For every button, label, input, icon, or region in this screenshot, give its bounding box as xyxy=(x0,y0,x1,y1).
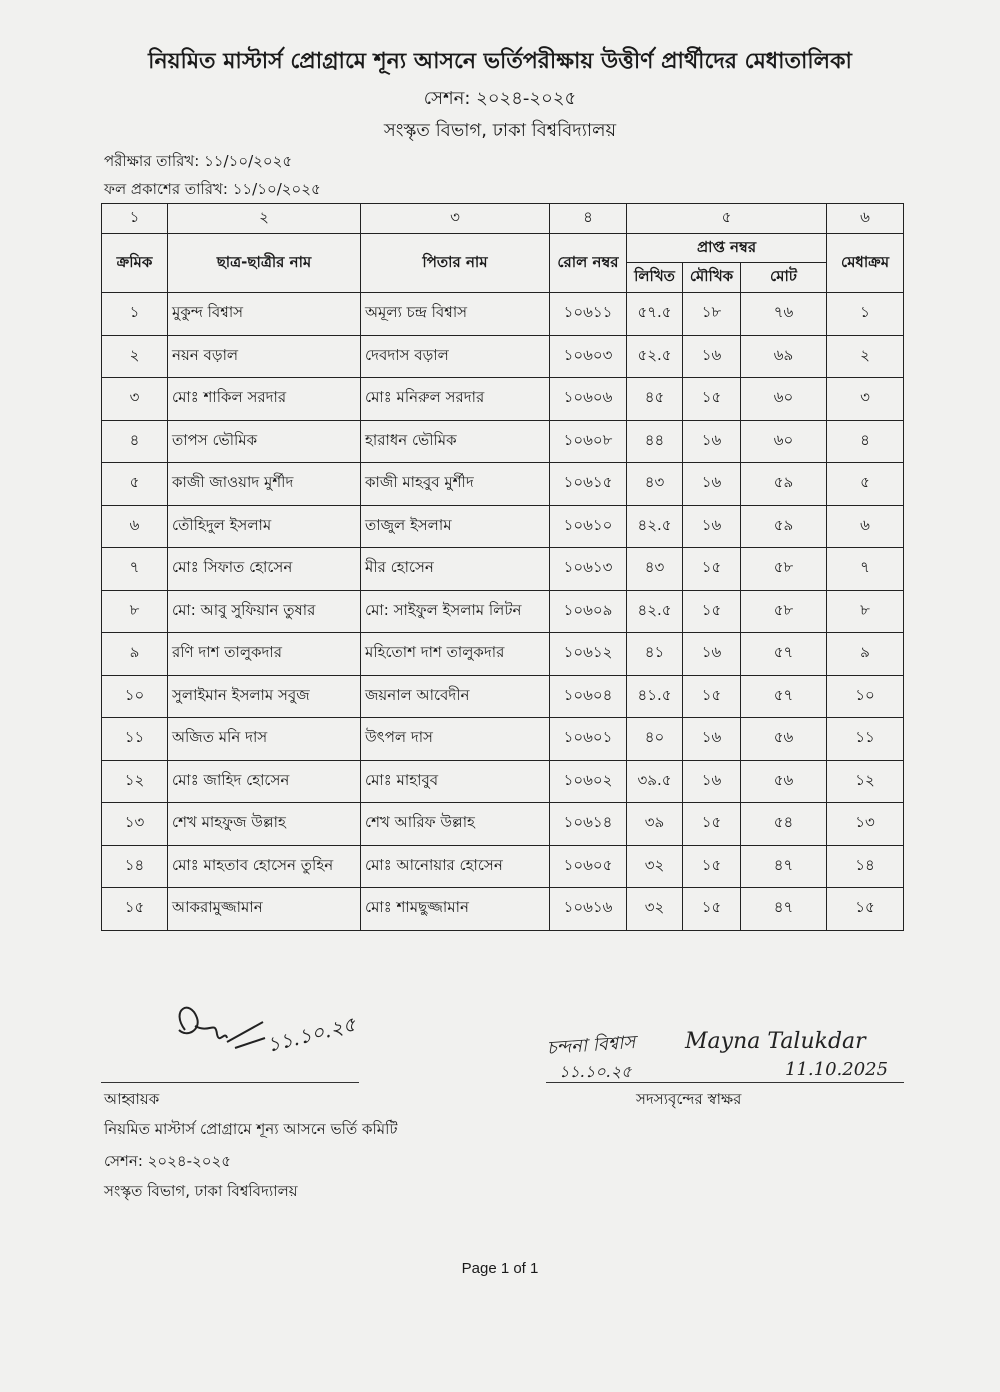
cell-written: ৫৭.৫ xyxy=(627,293,683,336)
cell-written: ৪১ xyxy=(627,633,683,676)
cell-serial: ১২ xyxy=(102,760,168,803)
cell-name: মোঃ জাহিদ হোসেন xyxy=(168,760,361,803)
cell-name: কাজী জাওয়াদ মুর্শীদ xyxy=(168,463,361,506)
cell-name: তাপস ভৌমিক xyxy=(168,420,361,463)
cell-oral: ১৫ xyxy=(683,378,741,421)
cell-father: তাজুল ইসলাম xyxy=(361,505,550,548)
convener-signature-date: ১১.১০.২৫ xyxy=(264,1011,359,1057)
cell-roll: ১০৬০২ xyxy=(550,760,627,803)
cell-father: কাজী মাহবুব মুর্শীদ xyxy=(361,463,550,506)
cell-oral: ১৫ xyxy=(683,845,741,888)
cell-serial: ১ xyxy=(102,293,168,336)
member-signature-1: চন্দনা বিশ্বাস xyxy=(546,1031,636,1060)
table-row xyxy=(102,675,904,718)
cell-merit: ৩ xyxy=(827,378,904,421)
cell-serial: ১১ xyxy=(102,718,168,761)
table-row xyxy=(102,760,904,803)
cell-total: ৫৬ xyxy=(741,718,827,761)
merit-list-table xyxy=(101,203,904,931)
header-written: লিখিত xyxy=(627,263,683,293)
cell-merit: ৯ xyxy=(827,633,904,676)
cell-father: উৎপল দাস xyxy=(361,718,550,761)
cell-oral: ১৫ xyxy=(683,803,741,846)
cell-father: অমূল্য চন্দ্র বিশ্বাস xyxy=(361,293,550,336)
table-row xyxy=(102,335,904,378)
cell-total: ৫৮ xyxy=(741,590,827,633)
cell-father: জয়নাল আবেদীন xyxy=(361,675,550,718)
cell-total: ৫৬ xyxy=(741,760,827,803)
col-number: ৫ xyxy=(627,204,827,234)
cell-merit: ১১ xyxy=(827,718,904,761)
cell-merit: ১ xyxy=(827,293,904,336)
cell-name: তৌহিদুল ইসলাম xyxy=(168,505,361,548)
document-title: নিয়মিত মাস্টার্স প্রোগ্রামে শূন্য আসনে ভর্তিপরীক্ষায় উত্তীর্ণ প্রার্থীদের মেধাতালিকা xyxy=(148,49,852,74)
cell-serial: ৭ xyxy=(102,548,168,591)
cell-oral: ১৫ xyxy=(683,888,741,931)
convener-label: আহ্বায়ক xyxy=(104,1090,160,1108)
member-signature-2: Mayna Talukdar xyxy=(685,1029,866,1054)
cell-father: মোঃ মনিরুল সরদার xyxy=(361,378,550,421)
cell-name: সুলাইমান ইসলাম সবুজ xyxy=(168,675,361,718)
table-row xyxy=(102,888,904,931)
header-oral: মৌখিক xyxy=(683,263,741,293)
session-heading: সেশন: ২০২৪-২০২৫ xyxy=(423,88,577,109)
cell-serial: ৫ xyxy=(102,463,168,506)
cell-oral: ১৬ xyxy=(683,760,741,803)
cell-serial: ১৩ xyxy=(102,803,168,846)
cell-merit: ৬ xyxy=(827,505,904,548)
members-signature-line xyxy=(546,1082,904,1083)
header-roll: রোল নম্বর xyxy=(550,234,627,293)
cell-total: ৪৭ xyxy=(741,888,827,931)
cell-roll: ১০৬০৪ xyxy=(550,675,627,718)
cell-oral: ১৬ xyxy=(683,463,741,506)
cell-name: রণি দাশ তালুকদার xyxy=(168,633,361,676)
cell-written: ৪১.৫ xyxy=(627,675,683,718)
cell-roll: ১০৬০১ xyxy=(550,718,627,761)
cell-total: ৬০ xyxy=(741,378,827,421)
cell-written: ৪৪ xyxy=(627,420,683,463)
cell-written: ৪৩ xyxy=(627,548,683,591)
cell-total: ৬৯ xyxy=(741,335,827,378)
cell-oral: ১৮ xyxy=(683,293,741,336)
cell-merit: ১৫ xyxy=(827,888,904,931)
table-row xyxy=(102,420,904,463)
table-row xyxy=(102,463,904,506)
cell-father: মহিতোশ দাশ তালুকদার xyxy=(361,633,550,676)
cell-merit: ৪ xyxy=(827,420,904,463)
header-marks: প্রাপ্ত নম্বর xyxy=(627,234,827,263)
cell-roll: ১০৬০৩ xyxy=(550,335,627,378)
cell-serial: ৮ xyxy=(102,590,168,633)
cell-serial: ১৫ xyxy=(102,888,168,931)
cell-merit: ৮ xyxy=(827,590,904,633)
footer-department: সংস্কৃত বিভাগ, ঢাকা বিশ্ববিদ্যালয় xyxy=(104,1182,298,1200)
convener-signature xyxy=(165,990,365,1070)
page-number: Page 1 of 1 xyxy=(461,1260,539,1277)
table-row xyxy=(102,633,904,676)
cell-total: ৭৬ xyxy=(741,293,827,336)
cell-name: মোঃ সিফাত হোসেন xyxy=(168,548,361,591)
cell-merit: ১৩ xyxy=(827,803,904,846)
cell-written: ৪৩ xyxy=(627,463,683,506)
cell-written: ৩৯ xyxy=(627,803,683,846)
cell-serial: ৩ xyxy=(102,378,168,421)
col-number: ২ xyxy=(168,204,361,234)
cell-written: ৪২.৫ xyxy=(627,505,683,548)
cell-father: দেবদাস বড়াল xyxy=(361,335,550,378)
cell-name: মোঃ শাকিল সরদার xyxy=(168,378,361,421)
cell-father: হারাধন ভৌমিক xyxy=(361,420,550,463)
cell-total: ৫৯ xyxy=(741,463,827,506)
cell-roll: ১০৬০৬ xyxy=(550,378,627,421)
cell-total: ৫৭ xyxy=(741,675,827,718)
cell-serial: ৪ xyxy=(102,420,168,463)
cell-written: ৪৫ xyxy=(627,378,683,421)
cell-roll: ১০৬০৫ xyxy=(550,845,627,888)
cell-roll: ১০৬১৪ xyxy=(550,803,627,846)
cell-roll: ১০৬১২ xyxy=(550,633,627,676)
table-row xyxy=(102,505,904,548)
cell-written: ৩২ xyxy=(627,845,683,888)
column-number-row xyxy=(102,204,904,234)
cell-merit: ৭ xyxy=(827,548,904,591)
cell-name: মোঃ মাহতাব হোসেন তুহিন xyxy=(168,845,361,888)
cell-roll: ১০৬১৩ xyxy=(550,548,627,591)
cell-oral: ১৬ xyxy=(683,335,741,378)
table-row xyxy=(102,845,904,888)
cell-serial: ১৪ xyxy=(102,845,168,888)
cell-father: মো: সাইফুল ইসলাম লিটন xyxy=(361,590,550,633)
members-signature-label: সদস্যবৃন্দের স্বাক্ষর xyxy=(636,1090,742,1108)
col-number: ৪ xyxy=(550,204,627,234)
cell-written: ৩৯.৫ xyxy=(627,760,683,803)
cell-name: নয়ন বড়াল xyxy=(168,335,361,378)
cell-oral: ১৫ xyxy=(683,675,741,718)
cell-name: মো: আবু সুফিয়ান তুষার xyxy=(168,590,361,633)
cell-name: মুকুন্দ বিশ্বাস xyxy=(168,293,361,336)
header-merit: মেধাক্রম xyxy=(827,234,904,293)
cell-merit: ১০ xyxy=(827,675,904,718)
cell-oral: ১৫ xyxy=(683,548,741,591)
header-total: মোট xyxy=(741,263,827,293)
cell-serial: ৯ xyxy=(102,633,168,676)
cell-oral: ১৬ xyxy=(683,505,741,548)
cell-roll: ১০৬১১ xyxy=(550,293,627,336)
cell-written: ৪২.৫ xyxy=(627,590,683,633)
cell-total: ৪৭ xyxy=(741,845,827,888)
cell-roll: ১০৬১৬ xyxy=(550,888,627,931)
member-signature-1-date: ১১.১০.২৫ xyxy=(559,1062,632,1081)
cell-total: ৫৪ xyxy=(741,803,827,846)
cell-name: অজিত মনি দাস xyxy=(168,718,361,761)
cell-oral: ১৬ xyxy=(683,633,741,676)
cell-total: ৫৮ xyxy=(741,548,827,591)
table-row xyxy=(102,293,904,336)
department-heading: সংস্কৃত বিভাগ, ঢাকা বিশ্ববিদ্যালয় xyxy=(383,120,617,141)
cell-total: ৫৭ xyxy=(741,633,827,676)
col-number: ৩ xyxy=(361,204,550,234)
cell-serial: ২ xyxy=(102,335,168,378)
table-row xyxy=(102,803,904,846)
cell-written: ৪০ xyxy=(627,718,683,761)
table-row xyxy=(102,718,904,761)
col-number: ৬ xyxy=(827,204,904,234)
col-number: ১ xyxy=(102,204,168,234)
convener-signature-line xyxy=(101,1082,359,1083)
header-student-name: ছাত্র-ছাত্রীর নাম xyxy=(168,234,361,293)
table-row xyxy=(102,590,904,633)
cell-roll: ১০৬১০ xyxy=(550,505,627,548)
cell-name: শেখ মাহফুজ উল্লাহ xyxy=(168,803,361,846)
cell-roll: ১০৬১৫ xyxy=(550,463,627,506)
cell-merit: ১৪ xyxy=(827,845,904,888)
cell-father: শেখ আরিফ উল্লাহ xyxy=(361,803,550,846)
cell-total: ৬০ xyxy=(741,420,827,463)
committee-name: নিয়মিত মাস্টার্স প্রোগ্রামে শূন্য আসনে ভর্তি কমিটি xyxy=(104,1120,398,1138)
cell-serial: ১০ xyxy=(102,675,168,718)
cell-serial: ৬ xyxy=(102,505,168,548)
header-father-name: পিতার নাম xyxy=(361,234,550,293)
cell-merit: ১২ xyxy=(827,760,904,803)
cell-roll: ১০৬০৮ xyxy=(550,420,627,463)
table-row xyxy=(102,548,904,591)
cell-oral: ১৫ xyxy=(683,590,741,633)
cell-name: আকরামুজ্জামান xyxy=(168,888,361,931)
footer-session: সেশন: ২০২৪-২০২৫ xyxy=(104,1152,232,1170)
cell-oral: ১৬ xyxy=(683,718,741,761)
result-date: ফল প্রকাশের তারিখ: ১১/১০/২০২৫ xyxy=(104,180,321,198)
cell-father: মোঃ আনোয়ার হোসেন xyxy=(361,845,550,888)
cell-father: মোঃ মাহাবুব xyxy=(361,760,550,803)
cell-roll: ১০৬০৯ xyxy=(550,590,627,633)
cell-oral: ১৬ xyxy=(683,420,741,463)
header-serial: ক্রমিক xyxy=(102,234,168,293)
cell-merit: ৫ xyxy=(827,463,904,506)
member-signature-2-date: 11.10.2025 xyxy=(785,1059,889,1080)
header-row xyxy=(102,234,904,263)
cell-father: মোঃ শামছুজ্জামান xyxy=(361,888,550,931)
cell-written: ৫২.৫ xyxy=(627,335,683,378)
table-row xyxy=(102,378,904,421)
cell-total: ৫৯ xyxy=(741,505,827,548)
cell-written: ৩২ xyxy=(627,888,683,931)
exam-date: পরীক্ষার তারিখ: ১১/১০/২০২৫ xyxy=(104,152,293,170)
cell-father: মীর হোসেন xyxy=(361,548,550,591)
member-signatures xyxy=(545,1025,945,1085)
cell-merit: ২ xyxy=(827,335,904,378)
